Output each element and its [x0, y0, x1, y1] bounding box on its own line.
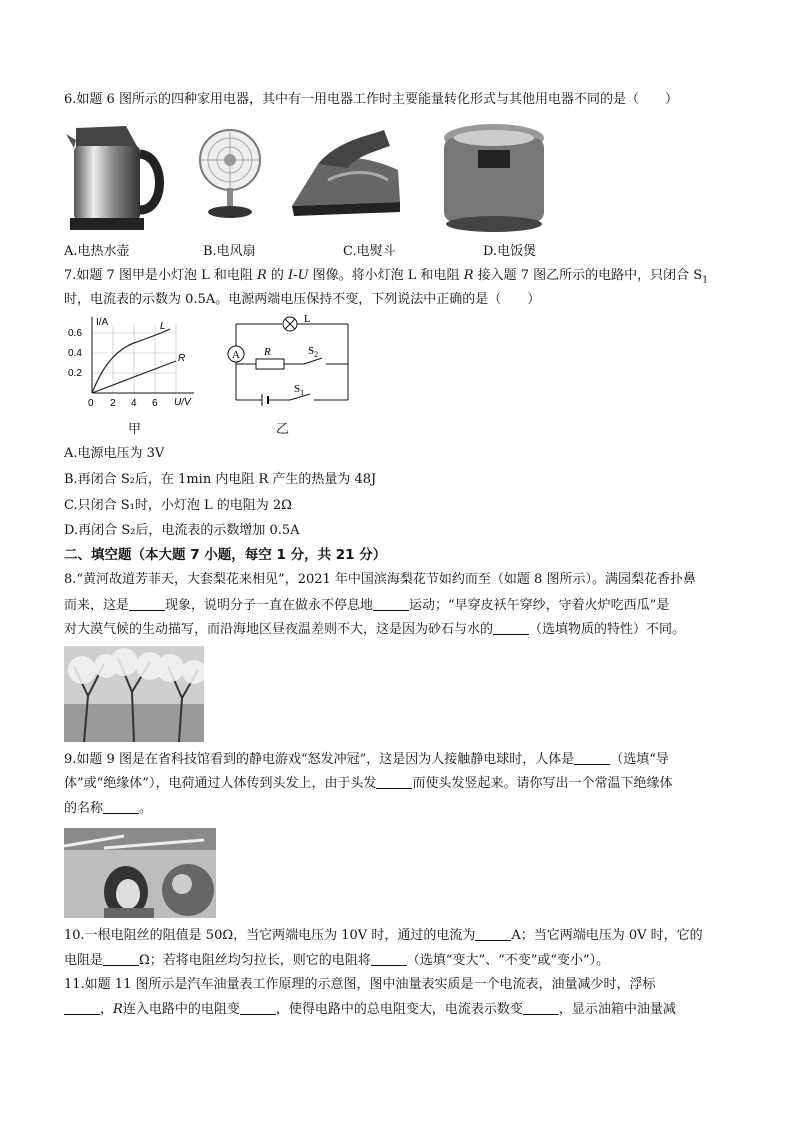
- answer-blank: [373, 596, 409, 611]
- graph-ytick: 0.2: [68, 368, 82, 379]
- answer-blank: [475, 926, 511, 941]
- switch-s1-label: $S_1$: [294, 383, 305, 397]
- circuit-caption: 乙: [276, 422, 290, 437]
- graph-xtick: 4: [131, 398, 137, 409]
- pear-blossom-photo: [64, 646, 204, 742]
- section-heading: 二、填空题（本大题 7 小题，每空 1 分，共 21 分）: [64, 547, 387, 563]
- question-8-line-2: 而来，这是 现象，说明分子一直在做永不停息地 运动；“早穿皮袄午穿纱，守着火炉吃西瓜”是: [64, 598, 670, 613]
- question-7-line-1: 7.如题 7 图甲是小灯泡 L 和电阻 R 的 I-U 图像。将小灯泡 L 和电阻 R 接入题 7 图乙所示的电路中，只闭合 $S_1$: [64, 268, 708, 286]
- question-9-line-3: 的名称 。: [64, 801, 153, 816]
- graph-xtick: 6: [152, 398, 158, 409]
- q6-option-b: B.电风扇: [203, 244, 256, 259]
- curve-label-r: R: [178, 353, 186, 364]
- ammeter-label: A: [232, 349, 240, 361]
- graph-ytick: 0.6: [68, 328, 82, 339]
- graph-xtick: 2: [110, 398, 116, 409]
- q6-option-a: A.电热水壶: [64, 244, 130, 259]
- graph-xtick: 0: [88, 398, 94, 409]
- q6-option-d: D.电饭煲: [483, 244, 537, 259]
- q7-option-c: C.只闭合 S₁时，小灯泡 L 的电阻为 2Ω: [64, 498, 292, 513]
- answer-blank: [103, 951, 139, 966]
- question-8-line-3: 对大漠气候的生动描写，而沿海地区昼夜温差则不大，这是因为砂石与水的 （选填物质的特性）不同。: [64, 622, 686, 637]
- question-6-text: 6.如题 6 图所示的四种家用电器，其中有一用电器工作时主要能量转化形式与其他用电器不同的是（ ）: [64, 92, 678, 107]
- electric-iron-image: [288, 130, 408, 220]
- curve-label-l: L: [160, 321, 166, 332]
- q7-option-d: D.再闭合 S₂后，电流表的示数增加 0.5A: [64, 523, 300, 538]
- answer-blank: [493, 620, 529, 635]
- static-ball-photo: [64, 828, 216, 918]
- answer-blank: [240, 1000, 276, 1015]
- question-7-line-2: 时，电流表的示数为 0.5A。电源两端电压保持不变，下列说法中正确的是（ ）: [64, 292, 541, 307]
- answer-blank: [376, 774, 412, 789]
- resistor-label: R: [264, 346, 271, 358]
- answer-blank: [523, 1000, 559, 1015]
- q6-option-c: C.电熨斗: [343, 244, 396, 259]
- switch-s2-label: $S_2$: [308, 345, 319, 359]
- graph-ytick: 0.4: [68, 348, 82, 359]
- q7-option-a: A.电源电压为 3V: [64, 446, 165, 461]
- question-8-line-1: 8.“黄河故道芳菲天，大套梨花来相见”，2021 年中国滨海梨花节如约而至（如题 8 图所示）。满园梨花香扑鼻: [64, 572, 696, 587]
- question-9-line-1: 9.如题 9 图是在省科技馆看到的静电游戏“怒发冲冠”，这是因为人接触静电球时，人体是 （选填“导: [64, 752, 669, 767]
- answer-blank: [64, 1000, 100, 1015]
- circuit-diagram: [218, 310, 358, 414]
- answer-blank: [103, 799, 139, 814]
- graph-ylabel: I/A: [96, 317, 109, 328]
- lamp-label: L: [304, 313, 311, 325]
- question-10-line-2: 电阻是 Ω；若将电阻丝均匀拉长，则它的电阻将 （选填“变大”、“不变”或“变小”）。: [64, 953, 610, 968]
- question-11-line-1: 11.如题 11 图所示是汽车油量表工作原理的示意图，图中油量表实质是一个电流表，油量减少时，浮标: [64, 977, 656, 992]
- question-9-line-2: 体”或“绝缘体”），电荷通过人体传到头发上，由于头发 而使头发竖起来。请你写出一个常温下绝缘体: [64, 776, 673, 791]
- rice-cooker-image: [438, 120, 550, 234]
- iu-graph: [66, 313, 206, 413]
- graph-caption: 甲: [128, 422, 142, 437]
- electric-fan-image: [192, 124, 268, 220]
- q7-option-b: B.再闭合 S₂后，在 1min 内电阻 R 产生的热量为 48J: [64, 472, 377, 487]
- graph-xlabel: U/V: [174, 397, 191, 408]
- question-10-line-1: 10.一根电阻丝的阻值是 50Ω，当它两端电压为 10V 时，通过的电流为 A；当它两端电压为 0V 时，它的: [64, 928, 703, 943]
- answer-blank: [574, 750, 610, 765]
- question-11-line-2: ，R连入电路中的电阻变 ，使得电路中的总电阻变大，电流表示数变 ，显示油箱中油量减: [64, 998, 676, 1022]
- answer-blank: [371, 951, 407, 966]
- answer-blank: [129, 596, 165, 611]
- electric-kettle-image: [66, 118, 172, 236]
